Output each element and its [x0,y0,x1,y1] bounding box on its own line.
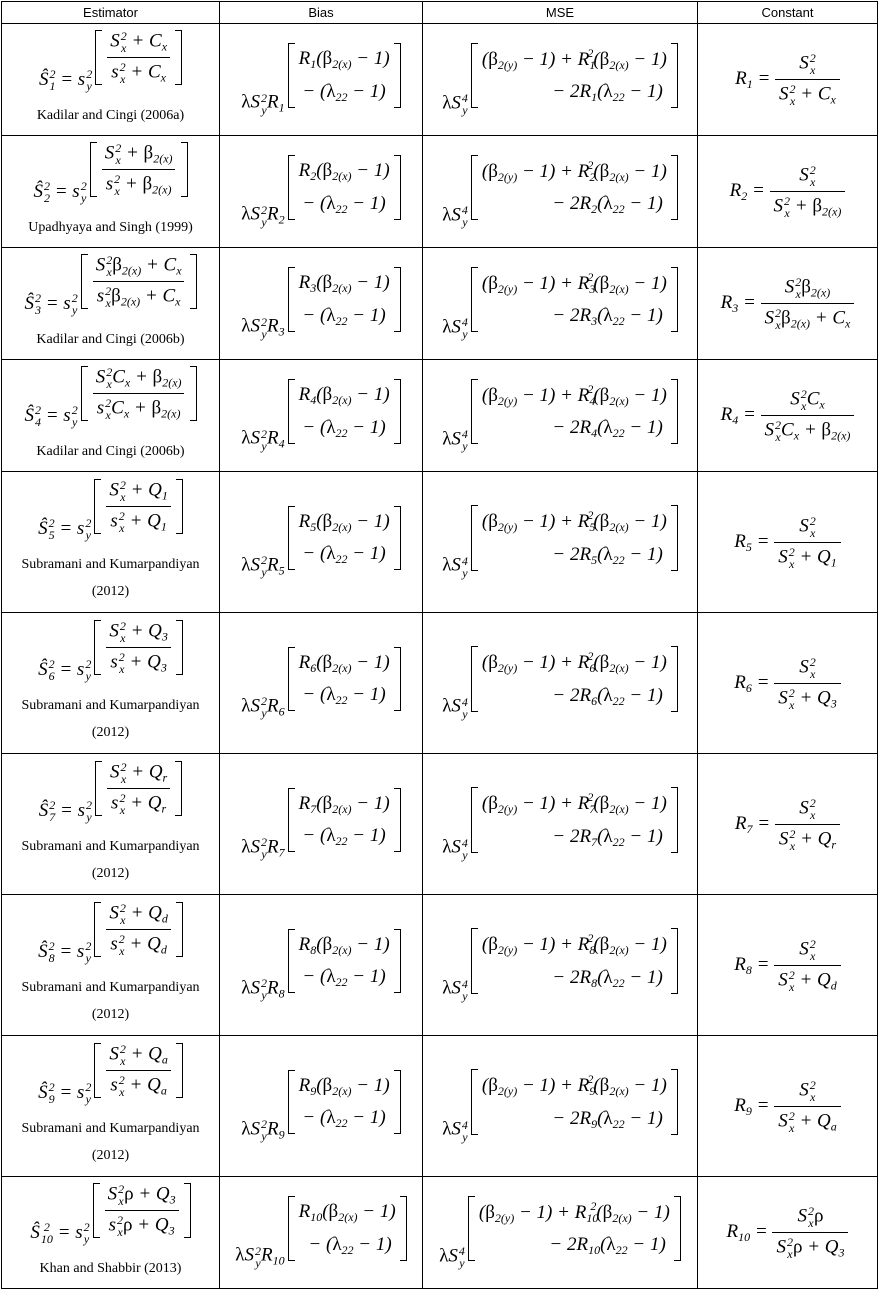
constant-formula: $R_7$ = S 2 x S 2 x + $Q_r$ [698,797,877,852]
mse-cell [423,24,698,136]
constant-formula: $R_2$ = S 2 x S 2 x + $\beta_{2(x)}$ [698,164,877,219]
header-mse: MSE [423,2,698,24]
bias-cell [220,472,423,613]
mse-cell [423,613,698,754]
table-row [2,613,878,754]
bias-formula: λS 2 y $R_{10}$ $R_{10}(\beta_{2(x)} - 1)$ − $(\lambda_{22} - 1)$ [220,1196,422,1268]
constant-cell [698,895,878,1036]
mse-formula: λS 4 y $(\beta_{2(y)} - 1) + R_9^2(\beta_{2(x)} - 1)$ − $2R_9(\lambda_{22} - 1)$ [423,1069,697,1142]
bias-formula: λS 2 y $R_2$ $R_2(\beta_{2(x)} - 1)$ − $(\lambda_{22} - 1)$ [220,155,422,227]
mse-formula: λS 4 y $(\beta_{2(y)} - 1) + R_2^2(\beta_{2(x)} - 1)$ − $2R_2(\lambda_{22} - 1)$ [423,155,697,228]
constant-cell [698,1177,878,1289]
estimator-formula: Ŝ 2 10 = s 2 y S 2 x $\rho + Q_3$ s 2 x $\rho + Q_3$ [30,1183,190,1246]
mse-formula: λS 4 y $(\beta_{2(y)} - 1) + R_5^2(\beta_{2(x)} - 1)$ − $2R_5(\lambda_{22} - 1)$ [423,505,697,578]
estimator-formula: Ŝ 2 3 = s 2 y S 2 x $\beta_{2(x)} + C_x$ s 2 x $\beta_{2(x)} + C_x$ [24,254,196,317]
citation-line: Subramani and Kumarpandiyan [21,698,200,714]
mse-cell [423,1177,698,1289]
constant-formula: $R_{10}$ = S 2 x ρ S 2 x $\rho + Q_3$ [698,1205,877,1260]
table-row [2,754,878,895]
estimator-cell [2,360,220,472]
estimator-citation [36,438,184,465]
mse-cell [423,754,698,895]
citation-line: Subramani and Kumarpandiyan [21,1121,200,1137]
estimator-formula: Ŝ 2 1 = s 2 y S 2 x + $C_x$ s 2 x + $C_x$ [39,30,182,93]
mse-cell [423,248,698,360]
bias-formula: λS 2 y $R_5$ $R_5(\beta_{2(x)} - 1)$ − $(\lambda_{22} - 1)$ [220,506,422,578]
estimator-citation [37,102,184,129]
mse-formula: λS 4 y $(\beta_{2(y)} - 1) + R_4^2(\beta_{2(x)} - 1)$ − $2R_4(\lambda_{22} - 1)$ [423,379,697,452]
mse-formula: λS 4 y $(\beta_{2(y)} - 1) + R_3^2(\beta_{2(x)} - 1)$ − $2R_3(\lambda_{22} - 1)$ [423,267,697,340]
estimator-formula: Ŝ 2 7 = s 2 y S 2 x + $Q_r$ s 2 x + $Q_r$ [39,761,182,824]
constant-formula: $R_9$ = S 2 x S 2 x + $Q_a$ [698,1079,877,1134]
mse-formula: λS 4 y $(\beta_{2(y)} - 1) + R_1^2(\beta_{2(x)} - 1)$ − $2R_1(\lambda_{22} - 1)$ [423,43,697,116]
citation-line: (2012) [91,584,130,600]
citation-line: Kadilar and Cingi (2006b) [36,444,185,460]
table-row [2,136,878,248]
estimator-cell [2,1177,220,1289]
citation-line: Subramani and Kumarpandiyan [21,980,200,996]
constant-cell [698,613,878,754]
mse-formula: λS 4 y $(\beta_{2(y)} - 1) + R_7^2(\beta_{2(x)} - 1)$ − $2R_7(\lambda_{22} - 1)$ [423,787,697,860]
constant-formula: $R_8$ = S 2 x S 2 x + $Q_d$ [698,938,877,993]
estimator-formula: Ŝ 2 2 = s 2 y S 2 x + $\beta_{2(x)}$ s 2 x + $\beta_{2(x)}$ [33,142,187,205]
estimator-cell [2,136,220,248]
estimator-formula: Ŝ 2 9 = s 2 y S 2 x + $Q_a$ s 2 x + $Q_a$ [38,1043,183,1106]
citation-line: Subramani and Kumarpandiyan [21,839,200,855]
table-row [2,472,878,613]
table-row [2,248,878,360]
citation-line: Kadilar and Cingi (2006a) [36,108,185,124]
header-bias: Bias [220,2,423,24]
header-constant: Constant [698,2,878,24]
mse-cell [423,472,698,613]
estimator-citation [36,326,184,353]
bias-cell [220,613,423,754]
header-row [2,2,878,24]
constant-cell [698,248,878,360]
citation-line: (2012) [91,866,130,882]
bias-formula: λS 2 y $R_3$ $R_3(\beta_{2(x)} - 1)$ − $(\lambda_{22} - 1)$ [220,267,422,339]
estimator-citation [40,1255,182,1282]
estimator-cell [2,895,220,1036]
constant-cell [698,754,878,895]
bias-cell [220,360,423,472]
estimator-formula: Ŝ 2 8 = s 2 y S 2 x + $Q_d$ s 2 x + $Q_d$ [38,902,183,965]
mse-formula: λS 4 y $(\beta_{2(y)} - 1) + R_{10}^2(\beta_{2(x)} - 1)$ − $2R_{10}(\lambda_{22} - 1)$ [423,1196,697,1269]
citation-line: (2012) [91,1007,130,1023]
bias-cell [220,1177,423,1289]
estimator-citation [21,551,199,605]
constant-cell [698,472,878,613]
bias-formula: λS 2 y $R_8$ $R_8(\beta_{2(x)} - 1)$ − $(\lambda_{22} - 1)$ [220,929,422,1001]
constant-cell [698,136,878,248]
constant-cell [698,360,878,472]
estimator-citation [28,214,192,241]
constant-formula: $R_4$ = S 2 x $C_x$ S 2 x $C_x + \beta_{2(x)}$ [698,388,877,443]
estimator-citation [21,1115,199,1169]
estimator-formula: Ŝ 2 5 = s 2 y S 2 x + $Q_1$ s 2 x + $Q_1$ [38,479,183,542]
estimator-formula: Ŝ 2 6 = s 2 y S 2 x + $Q_3$ s 2 x + $Q_3$ [38,620,183,683]
constant-cell [698,24,878,136]
bias-formula: λS 2 y $R_4$ $R_4(\beta_{2(x)} - 1)$ − $(\lambda_{22} - 1)$ [220,379,422,451]
table-row [2,24,878,136]
bias-formula: λS 2 y $R_9$ $R_9(\beta_{2(x)} - 1)$ − $(\lambda_{22} - 1)$ [220,1070,422,1142]
estimator-citation [21,692,199,746]
bias-cell [220,1036,423,1177]
table-row [2,1177,878,1289]
mse-formula: λS 4 y $(\beta_{2(y)} - 1) + R_8^2(\beta_{2(x)} - 1)$ − $2R_8(\lambda_{22} - 1)$ [423,928,697,1001]
estimator-cell [2,613,220,754]
bias-cell [220,24,423,136]
mse-cell [423,136,698,248]
bias-formula: λS 2 y $R_7$ $R_7(\beta_{2(x)} - 1)$ − $(\lambda_{22} - 1)$ [220,788,422,860]
bias-formula: λS 2 y $R_6$ $R_6(\beta_{2(x)} - 1)$ − $(\lambda_{22} - 1)$ [220,647,422,719]
estimator-cell [2,248,220,360]
citation-line: (2012) [91,725,130,741]
bias-cell [220,136,423,248]
mse-formula: λS 4 y $(\beta_{2(y)} - 1) + R_6^2(\beta_{2(x)} - 1)$ − $2R_6(\lambda_{22} - 1)$ [423,646,697,719]
bias-cell [220,754,423,895]
estimator-cell [2,754,220,895]
estimator-formula: Ŝ 2 4 = s 2 y S 2 x $C_x + \beta_{2(x)}$ s 2 x $C_x + \beta_{2(x)}$ [24,366,196,429]
constant-formula: $R_5$ = S 2 x S 2 x + $Q_1$ [698,515,877,570]
constant-formula: $R_6$ = S 2 x S 2 x + $Q_3$ [698,656,877,711]
table-row [2,1036,878,1177]
table-row [2,360,878,472]
estimator-cell [2,1036,220,1177]
bias-cell [220,248,423,360]
estimator-cell [2,472,220,613]
mse-cell [423,360,698,472]
citation-line: (2012) [91,1148,130,1164]
constant-cell [698,1036,878,1177]
estimator-citation [21,833,199,887]
estimator-table [1,1,878,1289]
citation-line: Khan and Shabbir (2013) [39,1261,182,1277]
citation-line: Upadhyaya and Singh (1999) [28,220,193,236]
bias-cell [220,895,423,1036]
mse-cell [423,1036,698,1177]
bias-formula: λS 2 y $R_1$ $R_1(\beta_{2(x)} - 1)$ − $(\lambda_{22} - 1)$ [220,43,422,115]
constant-formula: $R_1$ = S 2 x S 2 x + $C_x$ [698,52,877,107]
estimator-citation [21,974,199,1028]
estimator-cell [2,24,220,136]
citation-line: Subramani and Kumarpandiyan [21,557,200,573]
citation-line: Kadilar and Cingi (2006b) [36,332,185,348]
table-body [2,24,878,1289]
header-estimator: Estimator [2,2,220,24]
constant-formula: $R_3$ = S 2 x $\beta_{2(x)}$ S 2 x $\beta_{2(x)} + C_x$ [698,276,877,331]
table-row [2,895,878,1036]
mse-cell [423,895,698,1036]
